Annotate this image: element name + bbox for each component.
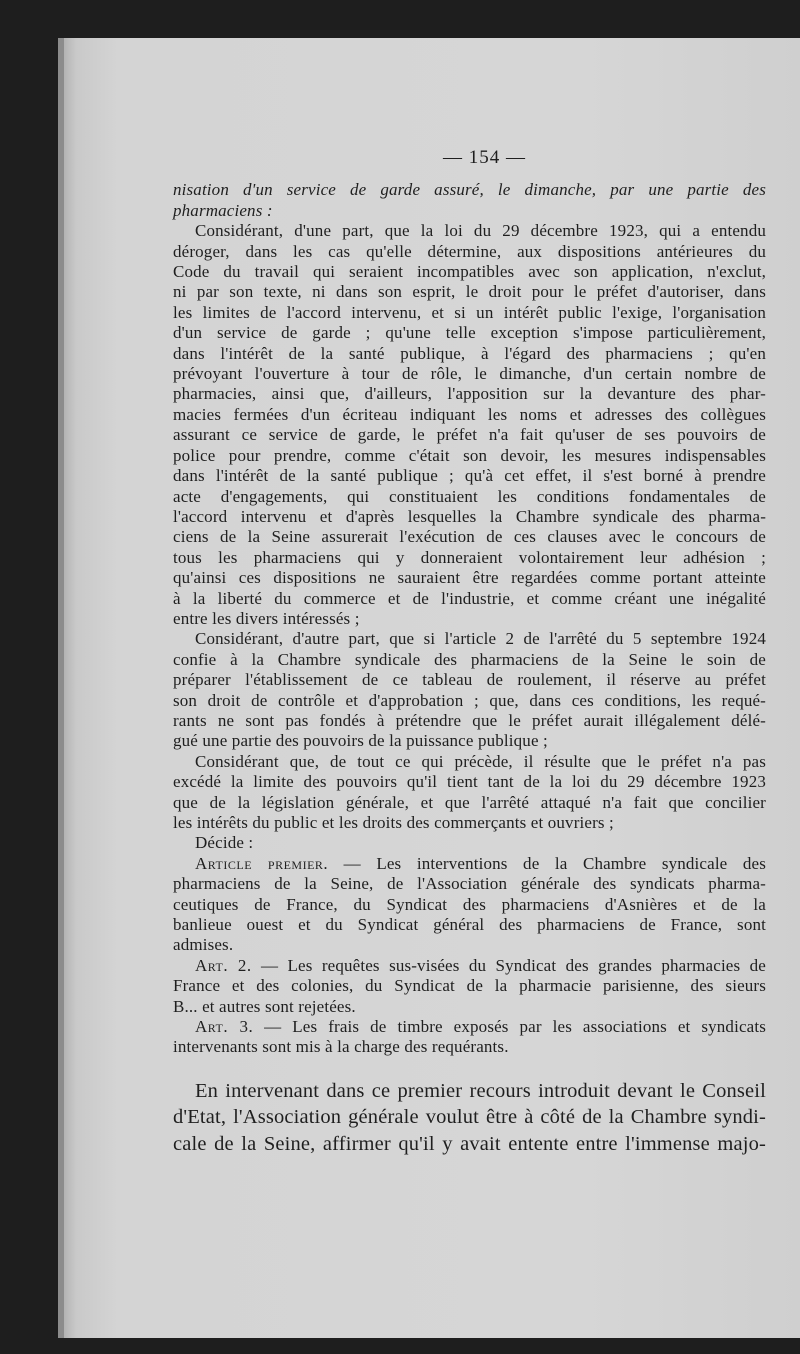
article-line: [173, 1017, 766, 1037]
text-line: ciens de la Seine assurerait l'exécution de ces clauses avec le concours de: [173, 527, 766, 547]
article-label: Art. 2.: [195, 955, 252, 975]
text-line: En intervenant dans ce premier recours introduit devant le Conseil: [195, 1079, 766, 1102]
text-line: banlieue ouest et du Syndicat général des pharmaciens de France, sont: [173, 915, 766, 935]
article-text: — Les frais de timbre exposés par les associations et syndicats: [253, 1017, 766, 1037]
text-line: ceutiques de France, du Syndicat des pharmaciens d'Asnières et de la: [173, 894, 766, 914]
body-paragraph: [173, 1078, 766, 1158]
text-line: confie à la Chambre syndicale des pharmaciens de la Seine le soin de: [173, 649, 766, 669]
text-line: qu'ainsi ces dispositions ne sauraient être regardées comme portant atteinte: [173, 568, 766, 588]
article-text: — Les requêtes sus-visées du Syndicat des grandes pharmacies de: [251, 955, 766, 975]
page-number: — 154 —: [443, 147, 526, 168]
text-line: Considérant, d'autre part, que si l'article 2 de l'arrêté du 5 septembre 1924: [195, 629, 766, 649]
decision-heading: Décide :: [195, 833, 254, 853]
text-line: pharmacies, ainsi que, d'ailleurs, l'apposition sur la devanture des phar-: [173, 384, 766, 404]
text-line: pharmaciens :: [173, 200, 273, 220]
text-line: intervenants sont mis à la charge des requérants.: [173, 1037, 509, 1057]
text-line: dans l'intérêt de la santé publique, à l'égard des pharmaciens ; qu'en: [173, 343, 766, 363]
text-line: admises.: [173, 935, 234, 955]
text-line: les intérêts du public et les droits des commerçants et ouvriers ;: [173, 813, 614, 832]
binding-shadow: [58, 38, 64, 1338]
text-line: prévoyant l'ouverture à tour de rôle, le dimanche, d'un certain nombre de: [173, 364, 766, 384]
text-line: tous les pharmaciens qui y donneraient volontairement leur adhésion ;: [173, 547, 766, 567]
text-line: les limites de l'accord intervenu, et si un intérêt public l'exige, l'organisation: [173, 302, 766, 322]
text-line: gué une partie des pouvoirs de la puissance publique ;: [173, 731, 548, 751]
text-line: entre les divers intéressés ;: [173, 608, 360, 628]
text-line: France et des colonies, du Syndicat de la pharmacie parisienne, des sieurs: [173, 976, 766, 996]
text-line: d'Etat, l'Association générale voulut être à côté de la Chambre syndi-: [173, 1106, 766, 1129]
text-line: Code du travail qui seraient incompatibles avec son application, n'exclut,: [173, 262, 766, 282]
text-line: préparer l'établissement de ce tableau de roulement, il réserve au préfet: [173, 670, 766, 690]
text-line: dans l'intérêt de la santé publique ; qu'à cet effet, il s'est borné à prendre: [173, 466, 766, 486]
text-line: son droit de contrôle et d'approbation ; que, dans ces conditions, les requé-: [173, 690, 766, 710]
text-line: d'un service de garde ; qu'une telle exception s'impose particulièrement,: [173, 323, 766, 343]
article-line: [173, 854, 766, 874]
text-line: ni par son texte, ni dans son esprit, le droit pour le préfet d'autoriser, dans: [173, 282, 766, 302]
text-line: B... et autres sont rejetées.: [173, 996, 356, 1016]
text-line: macies fermées d'un écriteau indiquant les noms et adresses des collègues: [173, 404, 766, 424]
page-text: [173, 148, 766, 1157]
text-line: déroger, dans les cas qu'elle détermine, aux dispositions antérieures du: [173, 241, 766, 261]
text-line: Considérant que, de tout ce qui précède, il résulte que le préfet n'a pas: [195, 751, 766, 771]
article-text: — Les interventions de la Chambre syndicale des: [328, 853, 766, 873]
text-line: rants ne sont pas fondés à prétendre que le préfet aurait illégalement délé-: [173, 710, 766, 730]
text-line: nisation d'un service de garde assuré, le dimanche, par une partie des: [173, 180, 766, 200]
article-label: Art. 3.: [195, 1017, 254, 1037]
text-line: pharmaciens de la Seine, de l'Association générale des syndicats pharma-: [173, 874, 766, 894]
article-label: Article premier.: [195, 853, 329, 873]
text-line: police pour prendre, comme c'était son devoir, les mesures indispensables: [173, 445, 766, 465]
paragraph-gap: [173, 1058, 766, 1078]
text-line: assurant ce service de garde, le préfet n'a fait qu'user de ses pouvoirs de: [173, 425, 766, 445]
text-line: que de la législation générale, et que l'arrêté attaqué n'a fait que concilier: [173, 792, 766, 812]
text-line: excédé la limite des pouvoirs qu'il tient tant de la loi du 29 décembre 1923: [173, 772, 766, 792]
text-line: cale de la Seine, affirmer qu'il y avait entente entre l'immense majo-: [173, 1132, 766, 1155]
text-line: Considérant, d'une part, que la loi du 29 décembre 1923, qui a entendu: [195, 221, 766, 241]
article-line: [173, 956, 766, 976]
text-line: l'accord intervenu et d'après lesquelles la Chambre syndicale des pharma-: [173, 506, 766, 526]
text-line: à la liberté du commerce et de l'industrie, et comme créant une inégalité: [173, 588, 766, 608]
text-line: acte d'engagements, qui constituaient les conditions fondamentales de: [173, 486, 766, 506]
